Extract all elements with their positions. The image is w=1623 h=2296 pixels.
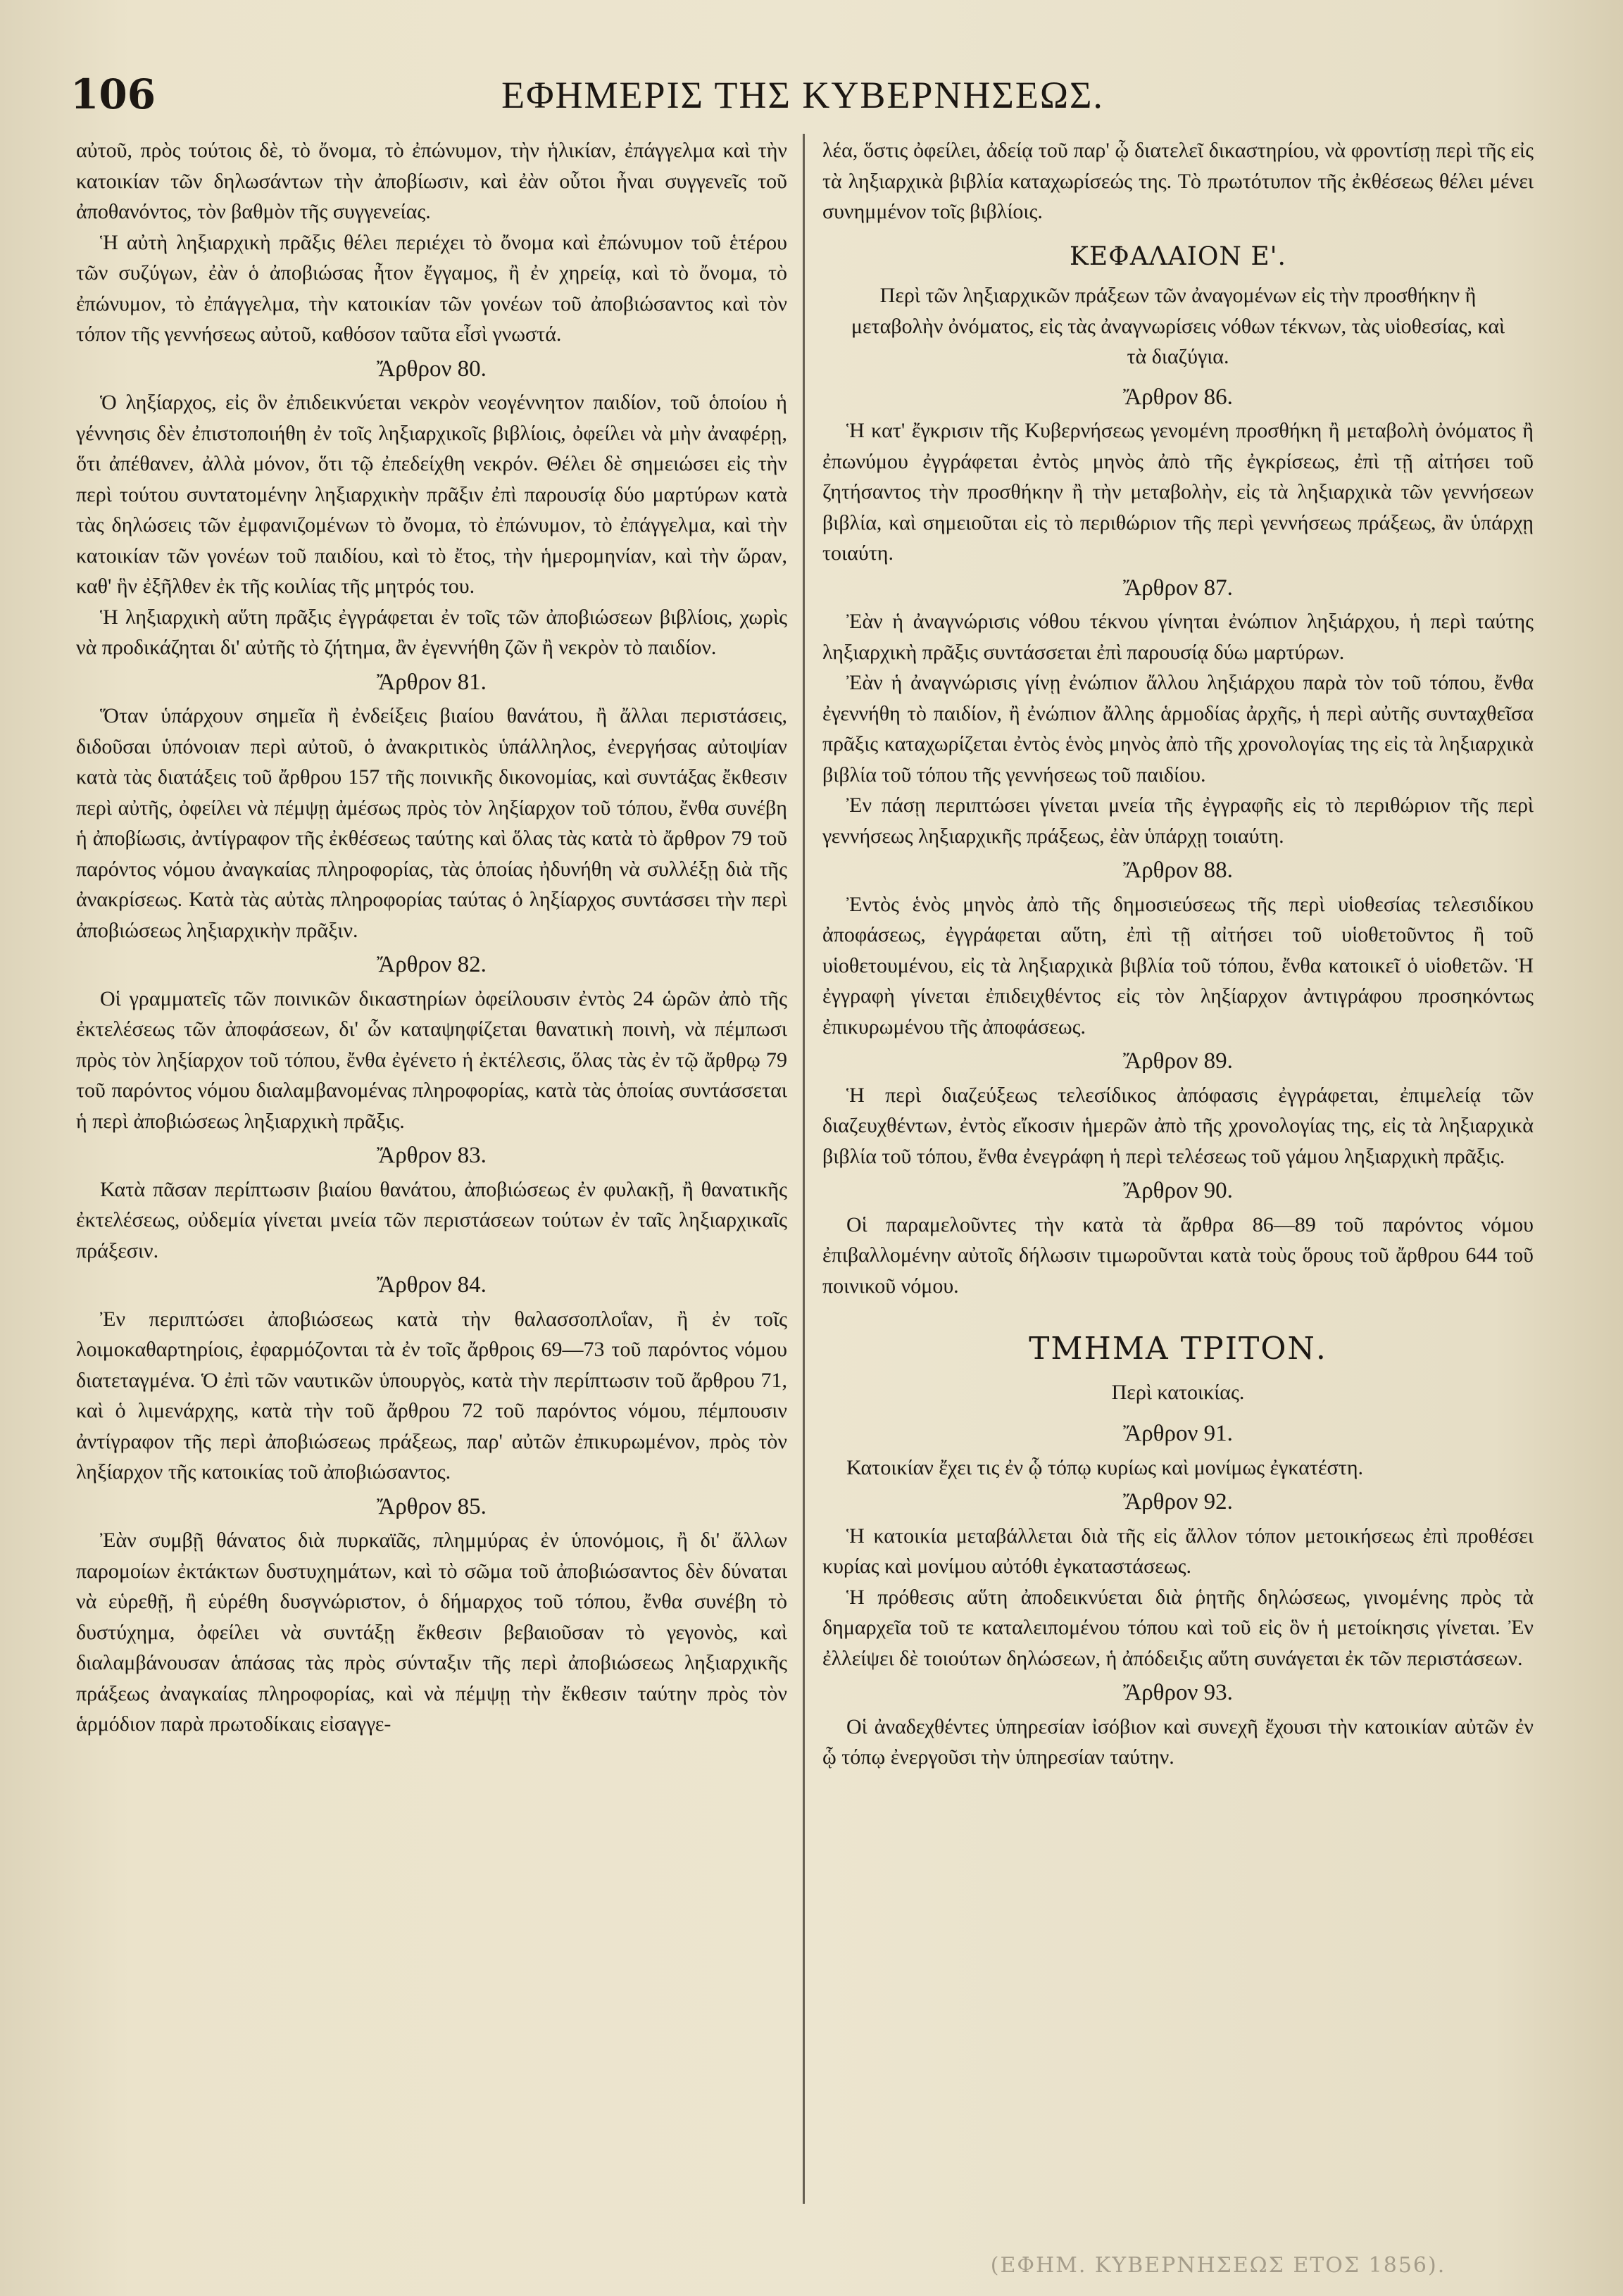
article-heading-89: Ἄρθρον 89. <box>1123 1048 1233 1074</box>
paragraph: Ἡ ληξιαρχικὴ αὕτη πρᾶξις ἐγγράφεται ἐν τοῖς τῶν ἀποβιώσεων βιβλίοις, χωρὶς νὰ προδικάζηται δι' αὐτῆς τὸ ζήτημα, ἂν ἐγεννήθη ζῶν ἢ νεκρὸν τὸ παιδίον. <box>76 605 787 659</box>
paragraph: Ἡ κατοικία μεταβάλλεται διὰ τῆς εἰς ἄλλον τόπον μετοικήσεως ἐπὶ προθέσει κυρίας καὶ μονίμου αὐτόθι ἐγκαταστάσεως. <box>822 1524 1534 1578</box>
article-heading-92: Ἄρθρον 92. <box>1123 1489 1233 1514</box>
paragraph: Ἡ κατ' ἔγκρισιν τῆς Κυβερνήσεως γενομένη προσθήκη ἢ μεταβολὴ ὀνόματος ἢ ἐπωνύμου ἐγγράφεται ἐντὸς μηνὸς ἀπὸ τῆς ἐγκρίσεως, ἐπὶ τῇ αἰτήσει τοῦ ζητήσαντος τὴν προσθήκην ἢ τὴν μεταβολὴν, εἰς τὰ ληξιαρχικὰ τῶν γεννήσεων βιβλία, καὶ σημειοῦται εἰς τὸ περιθώριον τῆς περὶ γεννήσεως πράξεως, ἂν ὑπάρχῃ τοιαύτη. <box>822 419 1534 565</box>
paragraph: Οἱ γραμματεῖς τῶν ποινικῶν δικαστηρίων ὀφείλουσιν ἐντὸς 24 ὡρῶν ἀπὸ τῆς ἐκτελέσεως τῶν ἀποφάσεων, δι' ὧν καταψηφίζεται θανατικὴ ποινὴ, νὰ πέμπωσι πρὸς τὸν ληξίαρχον τοῦ τόπου, ἔνθα ἐγένετο ἡ ἐκτέλεσις, ὅλας τὰς ἐν τῷ ἄρθρῳ 79 τοῦ παρόντος νόμου διαλαμβανομένας πληροφορίας, κατὰ τὰς ὁποίας συντάσσεται ἡ περὶ ἀποβιώσεως ληξιαρχικὴ πρᾶξις. <box>76 986 787 1133</box>
paragraph: Οἱ παραμελοῦντες τὴν κατὰ τὰ ἄρθρα 86—89 τοῦ παρόντος νόμου ἐπιβαλλομένην αὐτοῖς δήλωσιν τιμωροῦνται κατὰ τοὺς ὅρους τοῦ ἄρθρου 644 τοῦ ποινικοῦ νόμου. <box>822 1212 1534 1298</box>
right-column <box>822 135 1534 2205</box>
article-heading-84: Ἄρθρον 84. <box>377 1272 487 1298</box>
article-heading-86: Ἄρθρον 86. <box>1123 384 1233 410</box>
article-heading-90: Ἄρθρον 90. <box>1123 1178 1233 1203</box>
article-heading-82: Ἄρθρον 82. <box>377 952 487 977</box>
article-heading-81: Ἄρθρον 81. <box>377 669 487 695</box>
section-heading: ΤΜΗΜΑ ΤΡΙΤΟΝ. <box>1029 1331 1327 1367</box>
paragraph: Ἐντὸς ἑνὸς μηνὸς ἀπὸ τῆς δημοσιεύσεως τῆς περὶ υἱοθεσίας τελεσιδίκου ἀποφάσεως, ἐγγράφεται αὕτη, ἐπὶ τῇ αἰτήσει τοῦ υἱοθετοῦντος ἢ τοῦ υἱοθετουμένου, εἰς τὰ ληξιαρχικὰ βιβλία τοῦ τόπου, ἔνθα κατοικεῖ ὁ υἱοθετῶν. Ἡ ἐγγραφὴ γίνεται ἐπιδειχθέντος εἰς τὸν ληξίαρχον ἀντιγράφου προσηκόντως ἐπικυρωμένου τῆς ἀποφάσεως. <box>822 892 1534 1039</box>
paragraph: αὐτοῦ, πρὸς τούτοις δὲ, τὸ ὄνομα, τὸ ἐπώνυμον, τὴν ἡλικίαν, ἐπάγγελμα καὶ τὴν κατοικίαν τῶν δηλωσάντων τὴν ἀποβίωσιν, καὶ ἐὰν οὗτοι ἦναι συγγενεῖς τοῦ ἀποθανόντος, τὸν βαθμὸν τῆς συγγενείας. <box>76 139 787 223</box>
article-heading-93: Ἄρθρον 93. <box>1123 1680 1233 1705</box>
article-heading-85: Ἄρθρον 85. <box>377 1493 487 1519</box>
paragraph: Ἐὰν ἡ ἀναγνώρισις γίνῃ ἐνώπιον ἄλλου ληξιάρχου παρὰ τὸν τοῦ τόπου, ἔνθα ἐγεννήθη τὸ παιδίον, ἢ ἐνώπιον ἄλλης ἁρμοδίας ἀρχῆς, ἡ περὶ αὐτῆς συνταχθεῖσα πρᾶξις καταχωρίζεται ἐντὸς ἑνὸς μηνὸς ἀπὸ τῆς χρονολογίας της εἰς τὰ ληξιαρχικὰ βιβλία τοῦ τόπου τῆς γεννήσεως τοῦ παιδίου. <box>822 671 1534 786</box>
page-header <box>70 70 1535 127</box>
column-divider <box>803 134 805 2204</box>
section-subtitle: Περὶ κατοικίας. <box>1111 1380 1245 1404</box>
footer-stamp: (ΕΦΗΜ. ΚΥΒΕΡΝΗΣΕΩΣ ΕΤΟΣ 1856). <box>990 2253 1446 2278</box>
paragraph: Ἡ περὶ διαζεύξεως τελεσίδικος ἀπόφασις ἐγγράφεται, ἐπιμελείᾳ τῶν διαζευχθέντων, ἐντὸς εἴκοσιν ἡμερῶν ἀπὸ τῆς χρονολογίας της, εἰς τὰ ληξιαρχικὰ βιβλία τοῦ τόπου, ἔνθα ἐνεγράφη ἡ περὶ τελέσεως τοῦ γάμου ληξιαρχικὴ πρᾶξις. <box>822 1083 1534 1168</box>
article-heading-88: Ἄρθρον 88. <box>1123 858 1233 883</box>
article-heading-80: Ἄρθρον 80. <box>377 356 487 382</box>
page-number: 106 <box>70 70 156 118</box>
paragraph: Κατοικίαν ἔχει τις ἐν ᾧ τόπῳ κυρίως καὶ μονίμως ἐγκατέστη. <box>846 1455 1364 1479</box>
paragraph: Κατὰ πᾶσαν περίπτωσιν βιαίου θανάτου, ἀποβιώσεως ἐν φυλακῇ, ἢ θανατικῆς ἐκτελέσεως, οὐδεμία γίνεται μνεία τῶν περιστάσεων τούτων ἐν ταῖς ληξιαρχικαῖς πράξεσιν. <box>76 1177 787 1262</box>
paragraph: Ἐὰν ἡ ἀναγνώρισις νόθου τέκνου γίνηται ἐνώπιον ληξιάρχου, ἡ περὶ ταύτης ληξιαρχικὴ πρᾶξις συντάσσεται ἐπὶ παρουσίᾳ δύω μαρτύρων. <box>822 610 1534 664</box>
article-heading-83: Ἄρθρον 83. <box>377 1143 487 1168</box>
paragraph: λέα, ὅστις ὀφείλει, ἀδείᾳ τοῦ παρ' ᾧ διατελεῖ δικαστηρίου, νὰ φροντίσῃ περὶ τῆς εἰς τὰ ληξιαρχικὰ βιβλία καταχωρίσεώς της. Τὸ πρωτότυπον τῆς ἐκθέσεως θέλει μένει συνημμένον τοῖς βιβλίοις. <box>822 139 1534 223</box>
running-title: ΕΦΗΜΕΡΙΣ ΤΗΣ ΚΥΒΕΡΝΗΣΕΩΣ. <box>501 74 1104 116</box>
chapter-heading: ΚΕΦΑΛΑΙΟΝ Ε'. <box>1070 241 1286 271</box>
left-column <box>76 135 787 2205</box>
paragraph: Οἱ ἀναδεχθέντες ὑπηρεσίαν ἰσόβιον καὶ συνεχῆ ἔχουσι τὴν κατοικίαν αὐτῶν ἐν ᾧ τόπῳ ἐνεργοῦσι τὴν ὑπηρεσίαν ταύτην. <box>822 1714 1534 1769</box>
paragraph: Ὅταν ὑπάρχουν σημεῖα ἢ ἐνδείξεις βιαίου θανάτου, ἢ ἄλλαι περιστάσεις, διδοῦσαι ὑπόνοιαν περὶ αὐτοῦ, ὁ ἀνακριτικὸς ὑπάλληλος, ἐνεργήσας αὐτοψίαν κατὰ τὰς διατάξεις τοῦ ἄρθρου 157 τῆς ποινικῆς δικονομίας, καὶ συντάξας ἔκθεσιν περὶ αὐτῆς, ὀφείλει νὰ πέμψῃ ἀμέσως πρὸς τὸν ληξίαρχον τοῦ τόπου, ἔνθα συνέβη ἡ ἀποβίωσις, ἀντίγραφον τῆς ἐκθέσεως ταύτης καὶ ὅλας τὰς κατὰ τὸ ἄρθρον 79 τοῦ παρόντος νόμου ἀναγκαίας πληροφορίας, τὰς ὁποίας ἠδυνήθη νὰ συλλέξῃ διὰ τῆς ἀνακρίσεως. Κατὰ τὰς αὐτὰς πληροφορίας ταύτας ὁ ληξίαρχος συντάσσει τὴν περὶ ἀποβιώσεως ληξιαρχικὴν πρᾶξιν. <box>76 704 787 942</box>
paragraph: Ἐν περιπτώσει ἀποβιώσεως κατὰ τὴν θαλασσοπλοΐαν, ἢ ἐν τοῖς λοιμοκαθαρτηρίοις, ἐφαρμόζονται τὰ ἐν τοῖς ἄρθροις 69—73 τοῦ παρόντος νόμου διατεταγμένα. Ὁ ἐπὶ τῶν ναυτικῶν ὑπουργὸς, κατὰ τὴν περίπτωσιν τοῦ ἄρθρου 71, καὶ ὁ λιμενάρχης, κατὰ τὴν τοῦ ἄρθρου 72 τοῦ παρόντος νόμου, πέμπουσιν ἀντίγραφον τῆς περὶ ἀποβιώσεως πράξεως, παρ' αὐτῶν ἐπικυρωμένον, πρὸς τὸν ληξίαρχον τῆς κατοικίας τοῦ ἀποβιώσαντος. <box>76 1307 787 1483</box>
paragraph: Ἐὰν συμβῇ θάνατος διὰ πυρκαϊᾶς, πλημμύρας ἐν ὑπονόμοις, ἢ δι' ἄλλων παρομοίων ἐκτάκτων δυστυχημάτων, καὶ τὸ σῶμα τοῦ ἀποβιώσαντος δὲν δύναται νὰ εὑρεθῇ, ἢ εὑρέθη δυσγνώριστον, ὁ δήμαρχος τοῦ τόπου, ἔνθα συνέβη τὸ δυστύχημα, ὀφείλει νὰ συντάξῃ ἔκθεσιν βεβαιοῦσαν τὸ γεγονὸς, καὶ διαλαμβάνουσαν ἁπάσας τὰς πρὸς σύνταξιν τῆς περὶ ἀποβιώσεως ληξιαρχικῆς πράξεως ἀναγκαίας πληροφορίας, καὶ νὰ πέμψῃ τὴν ἔκθεσιν ταύτην πρὸς τὸν ἁρμόδιον παρὰ πρωτοδίκαις εἰσαγγε- <box>76 1529 787 1736</box>
chapter-subtitle: Περὶ τῶν ληξιαρχικῶν πράξεων τῶν ἀναγομένων εἰς τὴν προσθήκην ἢ μεταβολὴν ὀνόματος, εἰς τὰς ἀναγνωρίσεις νόθων τέκνων, τὰς υἱοθεσίας, καὶ τὰ διαζύγια. <box>851 284 1505 368</box>
paragraph: Ἡ αὐτὴ ληξιαρχικὴ πρᾶξις θέλει περιέχει τὸ ὄνομα καὶ ἐπώνυμον τοῦ ἑτέρου τῶν συζύγων, ἐὰν ὁ ἀποβιώσας ἦτον ἔγγαμος, ἢ ἐν χηρείᾳ, καὶ τὸ ὄνομα, τὸ ἐπώνυμον, τὸ ἐπάγγελμα, τὴν κατοικίαν τῶν γονέων τοῦ ἀποβιώσαντος καὶ τὸν τόπον τῆς γεννήσεως αὐτοῦ, καθόσον ταῦτα εἶσὶ γνωστά. <box>76 230 787 346</box>
article-heading-91: Ἄρθρον 91. <box>1123 1421 1233 1446</box>
page-edge-bleed <box>1597 211 1623 2253</box>
paragraph: Ἡ πρόθεσις αὕτη ἀποδεικνύεται διὰ ῥητῆς δηλώσεως, γινομένης πρὸς τὰ δημαρχεῖα τοῦ τε καταλειπομένου τόπου καὶ τοῦ εἰς ὃν ἡ μετοίκησις γίνεται. Ἐν ἐλλείψει δὲ τοιούτων δηλώσεων, ἡ ἀπόδειξις αὕτη συνάγεται ἐκ τῶν περιστάσεων. <box>822 1585 1534 1670</box>
article-heading-87: Ἄρθρον 87. <box>1123 575 1233 601</box>
paragraph: Ἐν πάσῃ περιπτώσει γίνεται μνεία τῆς ἐγγραφῆς εἰς τὸ περιθώριον τῆς περὶ γεννήσεως ληξιαρχικῆς πράξεως, ἐὰν ὑπάρχῃ τοιαύτη. <box>822 793 1534 848</box>
paragraph: Ὁ ληξίαρχος, εἰς ὃν ἐπιδεικνύεται νεκρὸν νεογέννητον παιδίον, τοῦ ὁποίου ἡ γέννησις δὲν ἐπιστοποιήθη ἐν τοῖς ληξιαρχικοῖς βιβλίοις, ὀφείλει νὰ μὴν ἀναφέρῃ, ὅτι ἀπέθανεν, ἀλλὰ μόνον, ὅτι τῷ ἐπεδείχθη νεκρόν. Θέλει δὲ σημειώσει εἰς τὴν περὶ τούτου συντατομένην ληξιαρχικὴν πρᾶξιν ἐπὶ παρουσίᾳ δύο μαρτύρων κατὰ τὰς δηλώσεις τῶν ἐμφανιζομένων τὸ ὄνομα, τὸ ἐπώνυμον, τὸ ἐπάγγελμα, καὶ τὴν κατοικίαν τῶν γονέων τοῦ παιδίου, καὶ τὸ ἔτος, τὴν ἡμερομηνίαν, καὶ τὴν ὥραν, καθ' ἣν ἐξῆλθεν ἐκ τῆς κοιλίας τῆς μητρός του. <box>76 391 787 598</box>
